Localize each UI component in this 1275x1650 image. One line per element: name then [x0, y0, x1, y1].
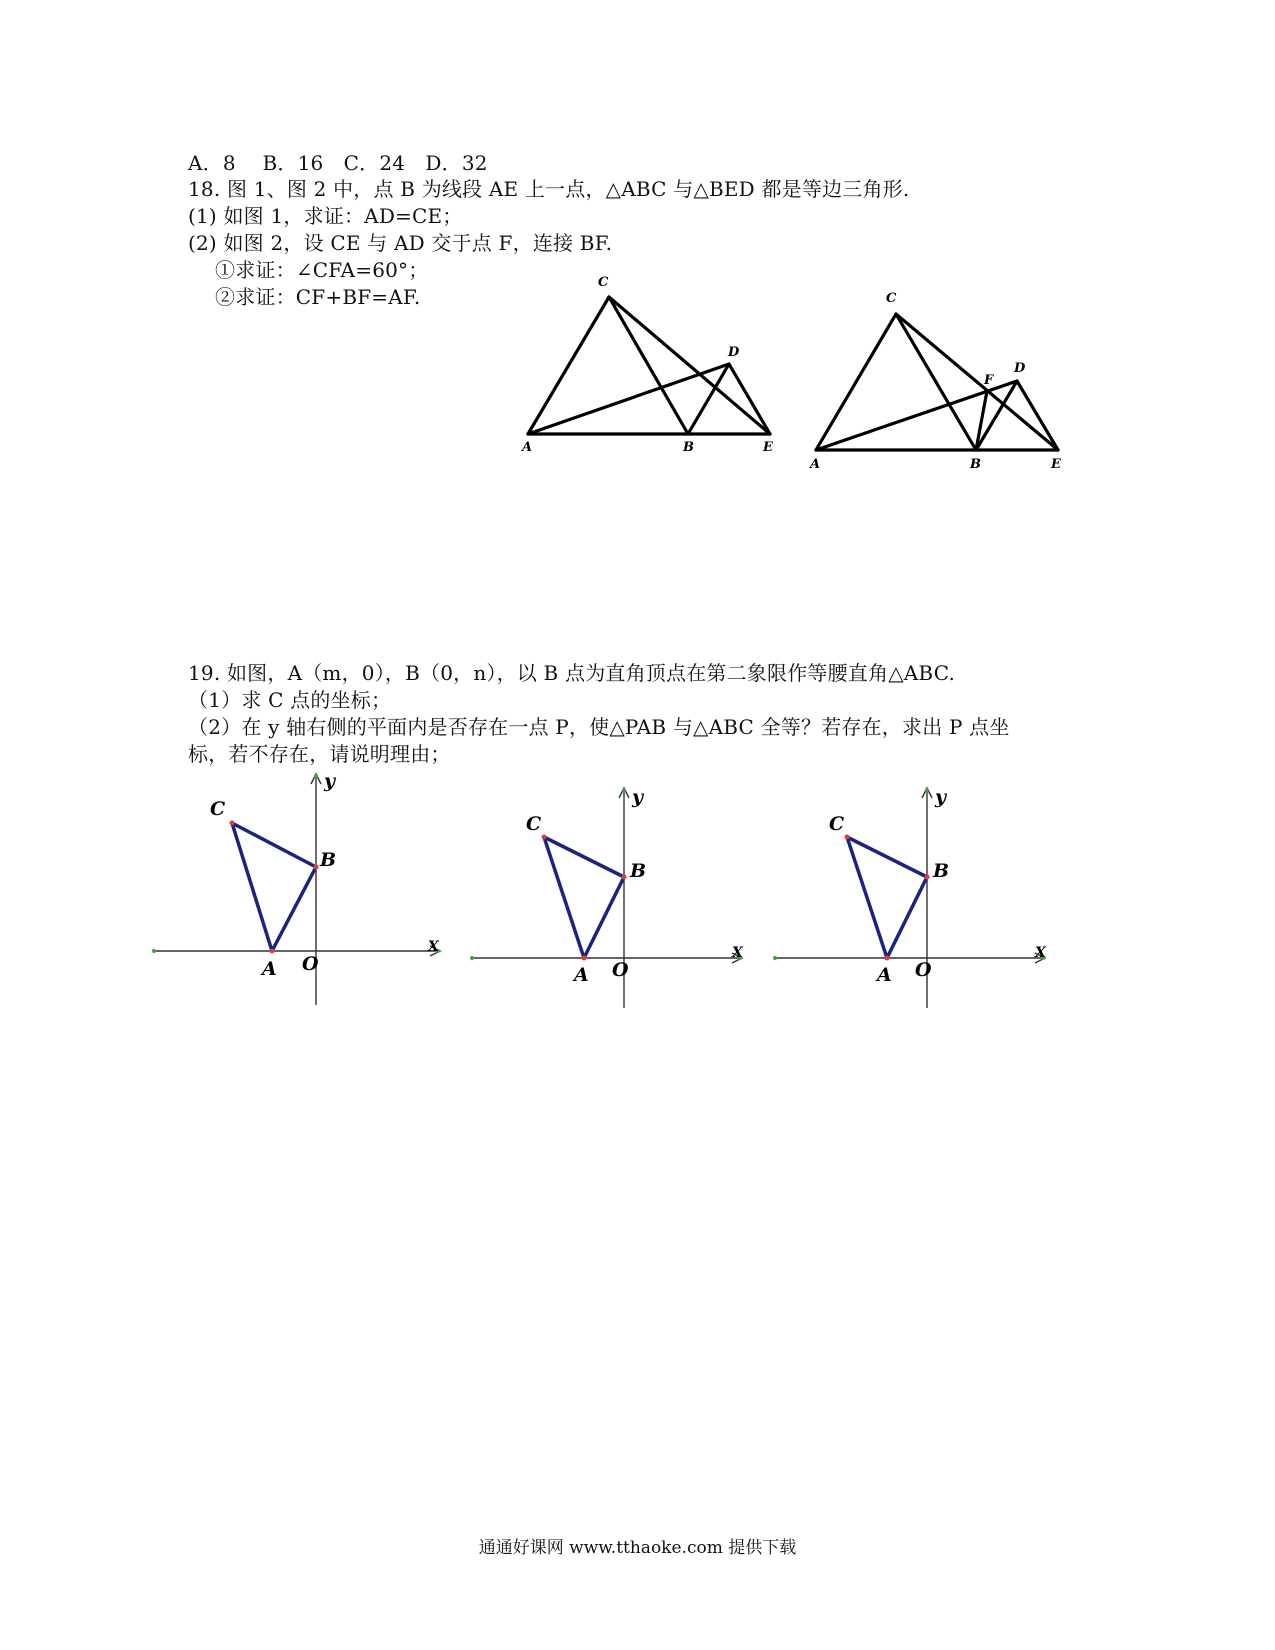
point-b — [622, 875, 627, 880]
label-d: D — [728, 345, 740, 360]
point-a — [885, 956, 890, 961]
label-y: y — [632, 786, 644, 808]
q19-figure-3 — [771, 780, 1061, 1020]
segment-ce — [896, 314, 1058, 450]
point-c — [230, 821, 235, 826]
q19-part2-line2: 标，若不存在，请说明理由； — [188, 742, 451, 766]
label-c: C — [598, 275, 609, 290]
segment-ac — [816, 314, 896, 450]
x-axis-left-end — [773, 956, 777, 960]
segment-ac — [528, 297, 609, 434]
q17-options: A．8 B．16 C．24 D．32 — [188, 151, 488, 175]
q18-figure-1 — [520, 270, 790, 460]
point-c — [845, 835, 850, 840]
label-b: B — [933, 860, 950, 882]
label-c: C — [829, 813, 845, 835]
label-x: X — [428, 939, 439, 955]
label-c: C — [886, 291, 897, 306]
q18-sub1: ①求证：∠CFA=60°； — [215, 258, 429, 282]
label-b: B — [320, 849, 337, 871]
point-a — [270, 949, 275, 954]
q19-stem: 19. 如图，A（m，0），B（0，n），以 B 点为直角顶点在第二象限作等腰直角△ABC. — [188, 661, 956, 685]
label-e: E — [1051, 457, 1061, 472]
q18-part2: (2) 如图 2，设 CE 与 AD 交于点 F，连接 BF. — [188, 231, 613, 255]
q18-figure-2 — [810, 288, 1080, 478]
q19-figure-2 — [468, 780, 768, 1020]
point-b — [314, 865, 319, 870]
label-a: A — [574, 964, 589, 986]
triangle-abc — [232, 823, 316, 951]
q18-stem: 18. 图 1、图 2 中，点 B 为线段 AE 上一点，△ABC 与△BED 都是等边三角形. — [188, 177, 910, 201]
q18-sub2: ②求证：CF+BF=AF. — [215, 285, 421, 309]
segment-cb — [609, 297, 688, 434]
label-d: D — [1014, 361, 1026, 376]
x-axis-left-end — [152, 949, 156, 953]
label-b: B — [683, 440, 694, 455]
point-c — [542, 835, 547, 840]
triangle-abc — [847, 837, 927, 958]
y-axis-top-end — [925, 788, 929, 792]
segment-ad — [528, 364, 729, 434]
q18-part1: (1) 如图 1，求证：AD=CE； — [188, 204, 463, 228]
q19-part2-line1: （2）在 y 轴右侧的平面内是否存在一点 P，使△PAB 与△ABC 全等？若存在，求出 P 点坐 — [188, 715, 1010, 739]
label-o: O — [915, 959, 932, 981]
label-o: O — [302, 953, 319, 975]
label-b: B — [970, 457, 981, 472]
segment-ce — [609, 297, 770, 434]
label-y: y — [935, 786, 947, 808]
page-footer: 通通好课网 www.tthaoke.com 提供下载 — [478, 1538, 797, 1558]
q19-figure-1 — [150, 770, 450, 1010]
label-x: X — [732, 945, 743, 961]
label-c: C — [210, 798, 226, 820]
point-a — [582, 956, 587, 961]
point-b — [925, 875, 930, 880]
x-axis-left-end — [470, 956, 474, 960]
segment-cb — [896, 314, 976, 450]
label-a: A — [810, 457, 821, 472]
label-c: C — [526, 813, 542, 835]
q19-part1: （1）求 C 点的坐标； — [188, 688, 392, 712]
label-e: E — [763, 440, 773, 455]
y-axis-top-end — [622, 788, 626, 792]
segment-de — [1017, 381, 1058, 450]
triangle-abc — [544, 837, 624, 958]
label-o: O — [612, 959, 629, 981]
label-f: F — [984, 373, 994, 388]
label-a: A — [522, 440, 533, 455]
label-a: A — [877, 964, 892, 986]
label-b: B — [630, 860, 647, 882]
label-y: y — [324, 770, 336, 792]
segment-de — [729, 364, 770, 434]
label-x: X — [1035, 945, 1046, 961]
label-a: A — [262, 958, 277, 980]
y-axis-top-end — [314, 774, 318, 778]
